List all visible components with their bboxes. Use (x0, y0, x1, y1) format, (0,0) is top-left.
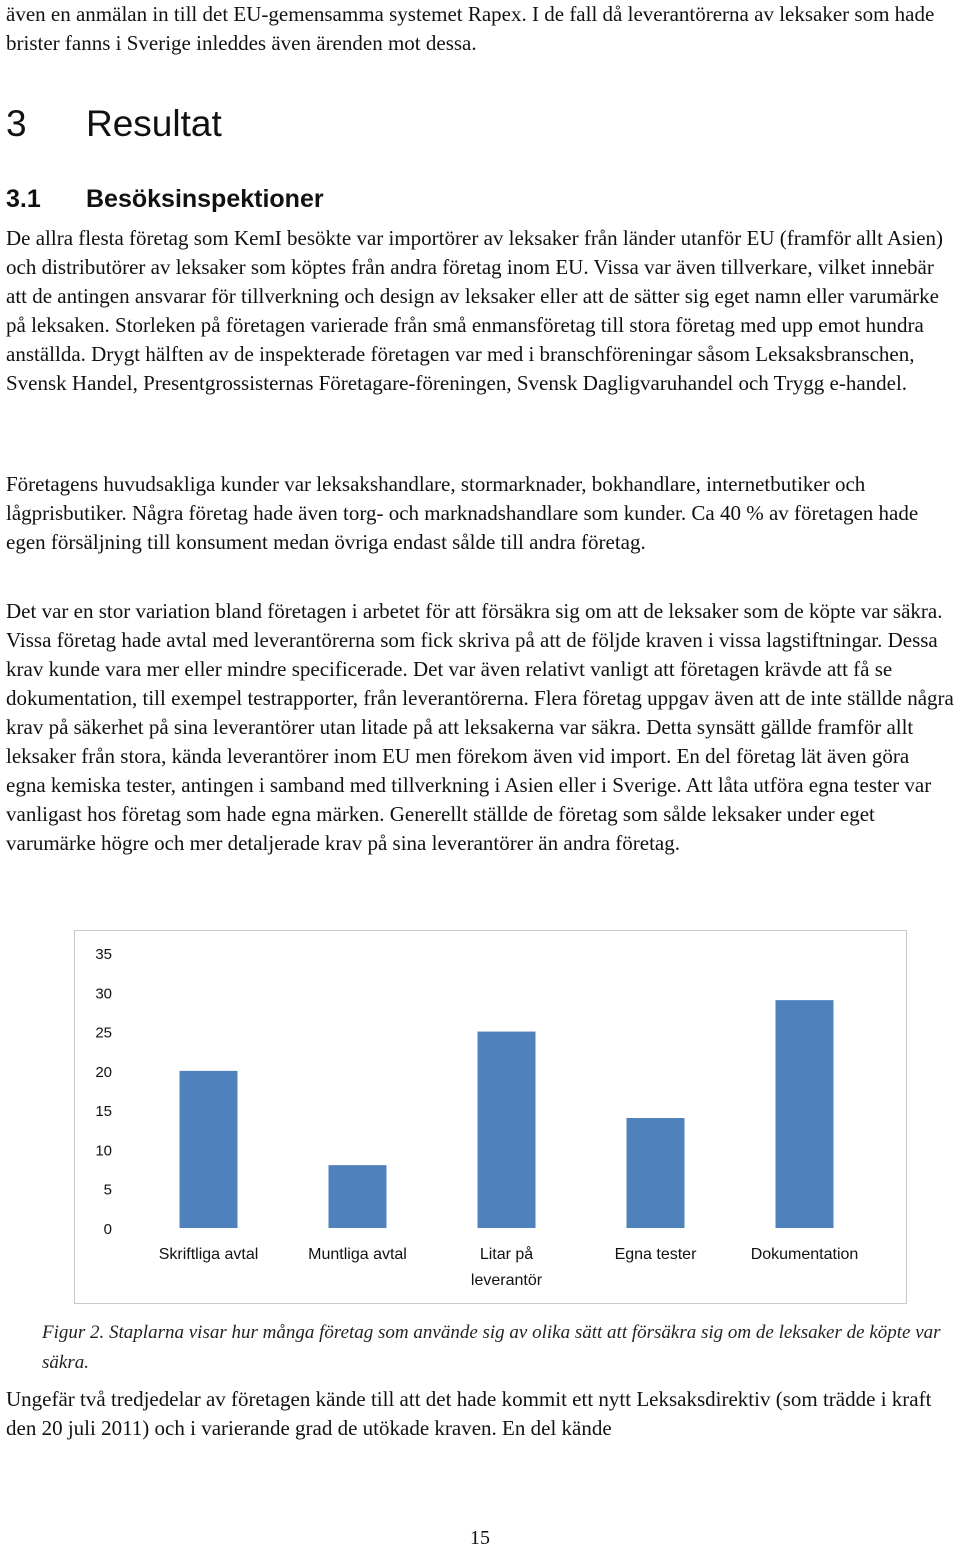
subsection-title: Besöksinspektioner (86, 185, 324, 213)
x-tick-label: Dokumentation (750, 1246, 859, 1263)
bar (180, 1071, 238, 1228)
bar-chart-svg (74, 930, 907, 1304)
section-heading (6, 102, 222, 146)
bar-chart (74, 930, 907, 1304)
intro-paragraph: även en anmälan in till det EU-gemensamma systemet Rapex. I de fall då leverantörerna av leksaker som hade brister fanns i Sverige inleddes även ärenden mot dessa. (6, 2, 935, 55)
closing-paragraph: Ungefär två tredjedelar av företagen kände till att det hade kommit ett nytt Leksaksdirektiv (som trädde i kraft den 20 juli 2011) och i varierande grad de utökade kraven. En del kände (6, 1387, 932, 1440)
bar (627, 1118, 685, 1228)
bar (776, 1000, 834, 1228)
figure-caption: Figur 2. Staplarna visar hur många företag som använde sig av olika sätt att försäkra sig om de leksaker de köpte var säkra. (42, 1322, 941, 1373)
body-paragraph-1: De allra flesta företag som KemI besökte var importörer av leksaker från länder utanför EU (framför allt Asien) och distributörer av leksaker som köptes från andra företag inom EU. Vissa var även tillverkare, vilket innebär att de antingen ansvarar för tillverkning och design av leksaker eller att de sätter sig eget namn eller varumärke på leksaken. Storleken på företagen varierade från små enmansföretag till stora företag med upp emot hundra anställda. Drygt hälften av de inspekterade företagen var med i branschföreningar såsom Leksaksbranschen, Svensk Handel, Presentgrossisternas Företagare-föreningen, Svensk Dagligvaruhandel och Trygg e-handel. (6, 226, 944, 395)
x-tick-label: Egna tester (614, 1246, 697, 1263)
subsection-heading (6, 183, 324, 215)
subsection-number: 3.1 (6, 185, 41, 213)
section-title: Resultat (86, 103, 222, 144)
y-tick-label: 30 (95, 985, 112, 1003)
body-paragraph-3: Det var en stor variation bland företagen i arbetet för att försäkra sig om att de leksaker som de köpte var säkra. Vissa företag hade avtal med leverantörerna som fick skriva på att de följde kraven i vissa lagstiftningar. Dessa krav kunde vara mer eller mindre specificerade. Det var även relativt vanligt att företagen krävde att få se dokumentation, till exempel testrapporter, från leverantörerna. Flera företag uppgav även att de inte ställde några krav på säkerhet på sina leverantörer utan litade på att leksakerna var säkra. Detta synsätt gällde framför allt leksaker från stora, kända leverantörer inom EU men förekom även vid import. En del företag lät även göra egna kemiska tester, antingen i samband med tillverkning i Asien eller i Sverige. Att låta utföra egna tester var vanligast hos företag som hade egna märken. Generellt ställde de företag som sålde leksaker under eget varumärke högre och mer detaljerade krav på sina leverantörer än andra företag. (6, 599, 954, 855)
bar (478, 1032, 536, 1228)
x-tick-label: Muntliga avtal (308, 1246, 407, 1263)
y-tick-label: 35 (95, 946, 112, 963)
bar (329, 1165, 387, 1228)
y-tick-label: 5 (103, 1181, 112, 1199)
page-number: 15 (470, 1527, 490, 1549)
y-tick-label: 10 (95, 1142, 112, 1160)
y-tick-label: 25 (95, 1024, 112, 1042)
y-tick-label: 20 (95, 1063, 112, 1081)
y-tick-label: 15 (95, 1103, 112, 1121)
x-tick-label: Litar på leverantör (470, 1246, 543, 1289)
section-number: 3 (6, 103, 27, 144)
x-tick-label: Skriftliga avtal (158, 1246, 259, 1263)
body-paragraph-2: Företagens huvudsakliga kunder var leksakshandlare, stormarknader, bokhandlare, internetbutiker och lågprisbutiker. Några företag hade även torg- och marknadshandlare som kunder. Ca 40 % av företagen hade egen försäljning till konsument medan övriga endast sålde till andra företag. (6, 472, 919, 554)
y-tick-label: 0 (103, 1221, 112, 1238)
